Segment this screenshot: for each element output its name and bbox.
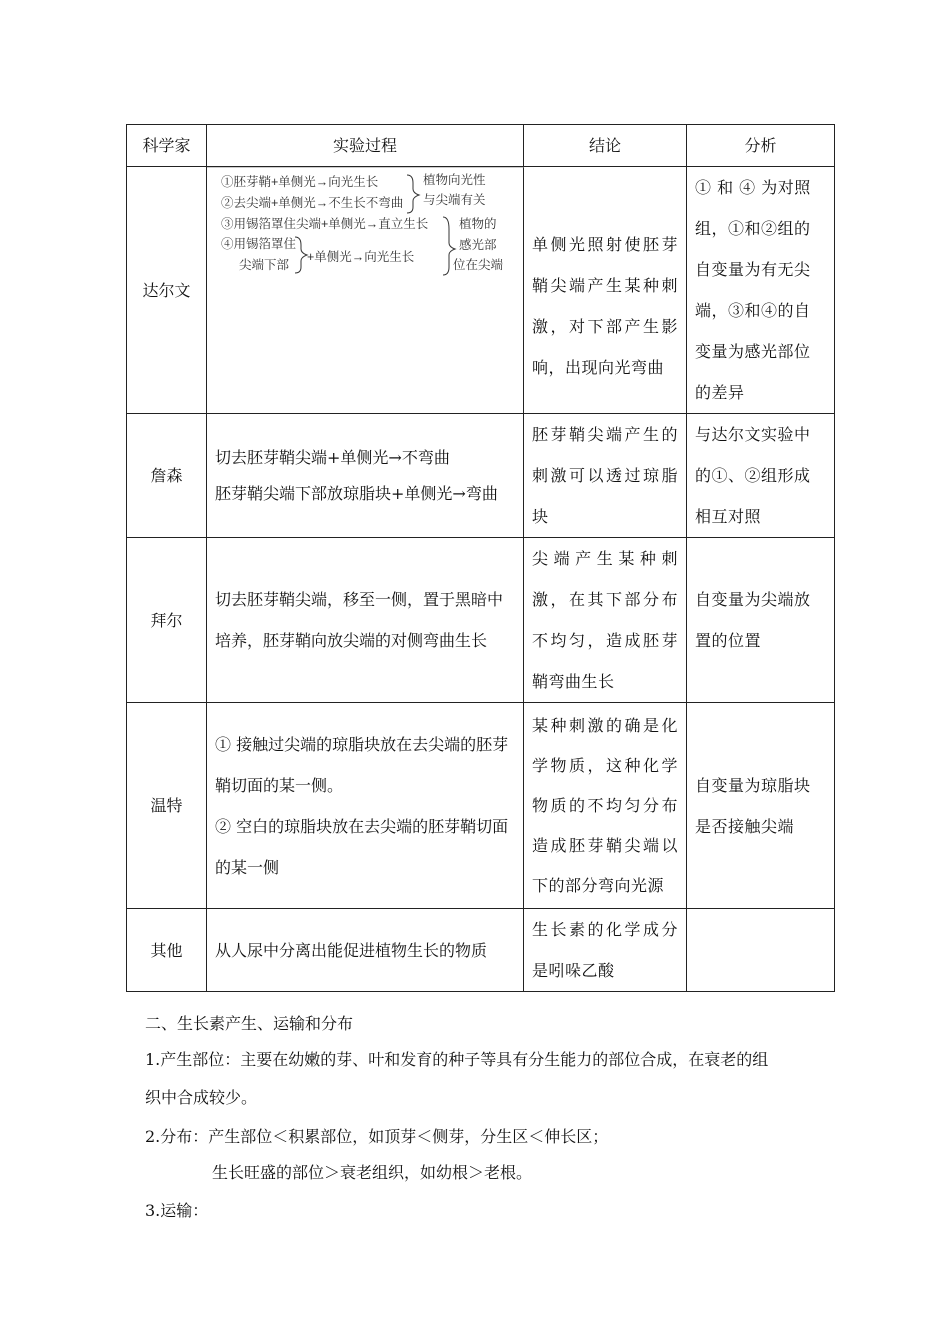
experiment-table <box>126 124 835 992</box>
conclusion-cell: 尖端产生某种刺激，在其下部分布不均匀，造成胚芽鞘弯曲生长 <box>524 538 687 703</box>
conclusion-cell: 单侧光照射使胚芽鞘尖端产生某种刺激，对下部产生影响，出现向光弯曲 <box>524 167 687 414</box>
process-line-2: 胚芽鞘尖端下部放琼脂块+单侧光→弯曲 <box>215 483 498 503</box>
brace-2 <box>295 237 307 273</box>
scientist-cell: 拜尔 <box>127 538 207 703</box>
header-process: 实验过程 <box>207 125 524 167</box>
analysis-cell: 与达尔文实验中的①、②组形成相互对照 <box>687 414 835 538</box>
darwin-diagram-svg <box>207 167 524 407</box>
table-row <box>127 538 835 703</box>
diagram-brace2-a: 植物的 <box>459 217 497 231</box>
process-cell <box>207 703 524 909</box>
paragraph-2b: 生长旺盛的部位＞衰老组织，如幼根＞老根。 <box>212 1163 533 1182</box>
process-cell <box>207 414 524 538</box>
process-line-1: ① 接触过尖端的琼脂块放在去尖端的胚芽鞘切面的某一侧。 <box>215 734 509 795</box>
table-row <box>127 167 835 414</box>
paragraph-2a: 2.分布：产生部位＜积累部位，如顶芽＜侧芽，分生区＜伸长区； <box>145 1127 609 1146</box>
diagram-line-2: ②去尖端+单侧光→不生长不弯曲 <box>221 196 404 210</box>
darwin-diagram <box>207 167 523 407</box>
conclusion-cell: 某种刺激的确是化学物质，这种化学物质的不均匀分布造成胚芽鞘尖端以下的部分弯向光源 <box>524 703 687 909</box>
conclusion-cell: 胚芽鞘尖端产生的刺激可以透过琼脂块 <box>524 414 687 538</box>
analysis-cell: 自变量为琼脂块是否接触尖端 <box>687 703 835 909</box>
analysis-cell <box>687 909 835 992</box>
diagram-line-1: ①胚芽鞘+单侧光→向光生长 <box>221 175 379 189</box>
diagram-line-4b: 尖端下部 <box>239 258 290 272</box>
process-cell: 从人尿中分离出能促进植物生长的物质 <box>207 909 524 992</box>
diagram-brace1-b: 与尖端有关 <box>423 193 486 207</box>
diagram-line-4c: +单侧光→向光生长 <box>307 250 415 264</box>
table-header-row <box>127 125 835 167</box>
paragraph-3: 3.运输： <box>145 1201 209 1220</box>
diagram-brace2-c: 位在尖端 <box>453 258 504 272</box>
table-row <box>127 414 835 538</box>
diagram-line-4a: ④用锡箔罩住 <box>221 237 297 251</box>
scientist-cell: 詹森 <box>127 414 207 538</box>
header-scientist: 科学家 <box>127 125 207 167</box>
diagram-brace2-b: 感光部 <box>459 238 497 252</box>
analysis-cell: 自变量为尖端放置的位置 <box>687 538 835 703</box>
header-conclusion: 结论 <box>524 125 687 167</box>
table-row <box>127 703 835 909</box>
process-line-2: ② 空白的琼脂块放在去尖端的胚芽鞘切面的某一侧 <box>215 816 509 877</box>
scientist-cell: 温特 <box>127 703 207 909</box>
header-analysis: 分析 <box>687 125 835 167</box>
analysis-cell: ① 和 ④ 为对照组，①和②组的自变量为有无尖端，③和④的自变量为感光部位的差异 <box>687 167 835 414</box>
scientist-cell: 其他 <box>127 909 207 992</box>
paragraph-1a: 1.产生部位：主要在幼嫩的芽、叶和发育的种子等具有分生能力的部位合成，在衰老的组 <box>145 1050 769 1069</box>
brace-1 <box>407 175 419 213</box>
process-cell: 切去胚芽鞘尖端，移至一侧，置于黑暗中培养，胚芽鞘向放尖端的对侧弯曲生长 <box>207 538 524 703</box>
diagram-brace1-a: 植物向光性 <box>423 173 486 187</box>
diagram-line-3: ③用锡箔罩住尖端+单侧光→直立生长 <box>221 217 429 231</box>
paragraph-1b: 织中合成较少。 <box>145 1088 258 1107</box>
darwin-diagram-cell <box>207 167 524 414</box>
scientist-cell: 达尔文 <box>127 167 207 414</box>
section-heading: 二、生长素产生、运输和分布 <box>145 1014 354 1033</box>
table-row <box>127 909 835 992</box>
conclusion-cell: 生长素的化学成分是吲哚乙酸 <box>524 909 687 992</box>
process-line-1: 切去胚芽鞘尖端+单侧光→不弯曲 <box>215 447 450 467</box>
